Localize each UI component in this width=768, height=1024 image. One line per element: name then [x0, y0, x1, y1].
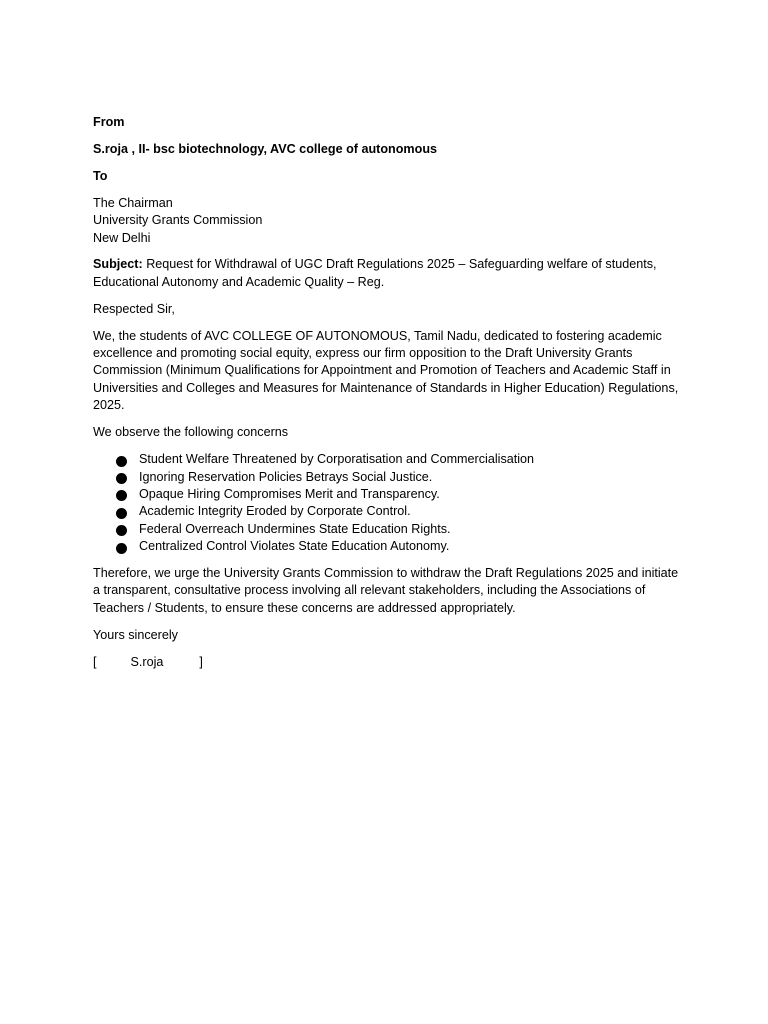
concern-text: Academic Integrity Eroded by Corporate Control.: [139, 504, 411, 519]
list-item: [93, 469, 683, 486]
body-paragraph: We, the students of AVC COLLEGE OF AUTONOMOUS, Tamil Nadu, dedicated to fostering academic excellence and promoting social equity, express our firm opposition to the Draft University Grants Commission (Minimum Qualifications for Appointment and Promotion of Teachers and Academic Staff in Universities and Colleges and Measures for Maintenance of Standards in Higher Education) Regulations, 2025.: [93, 328, 679, 413]
concerns-list: [93, 451, 683, 555]
bullet-icon: [116, 490, 127, 501]
list-item: [93, 451, 683, 468]
salutation: Respected Sir,: [93, 301, 175, 316]
letter-page: [93, 114, 683, 681]
list-item: [93, 503, 683, 520]
signature-line: [93, 654, 683, 671]
concern-text: Ignoring Reservation Policies Betrays Social Justice.: [139, 469, 433, 484]
list-item: [93, 486, 683, 503]
list-item: [93, 538, 683, 555]
signature-open-bracket: [: [93, 654, 97, 669]
to-label: To: [93, 168, 108, 183]
bullet-icon: [116, 456, 127, 467]
concern-text: Federal Overreach Undermines State Education Rights.: [139, 521, 451, 536]
concern-text: Opaque Hiring Compromises Merit and Transparency.: [139, 486, 440, 501]
bullet-icon: [116, 543, 127, 554]
bullet-icon: [116, 473, 127, 484]
signature-close-bracket: ]: [199, 654, 203, 669]
concern-text: Student Welfare Threatened by Corporatisation and Commercialisation: [139, 452, 535, 467]
signature-name: S.roja: [130, 654, 164, 669]
recipient-city: New Delhi: [93, 230, 151, 245]
list-item: [93, 521, 683, 538]
sender-line: S.roja , II- bsc biotechnology, AVC college of autonomous: [93, 141, 438, 156]
concerns-intro: We observe the following concerns: [93, 425, 289, 440]
bullet-icon: [116, 525, 127, 536]
from-label: From: [93, 115, 125, 129]
subject-text: Request for Withdrawal of UGC Draft Regulations 2025 – Safeguarding welfare of students, Educational Autonomy and Academic Quality – Reg.: [93, 257, 657, 289]
subject-line: [93, 256, 683, 291]
recipient-organization: University Grants Commission: [93, 213, 263, 228]
sign-off: Yours sincerely: [93, 627, 178, 642]
recipient-title: The Chairman: [93, 195, 173, 210]
concern-text: Centralized Control Violates State Education Autonomy.: [139, 539, 450, 554]
recipient-address: [93, 195, 683, 247]
bullet-icon: [116, 508, 127, 519]
subject-label: Subject:: [93, 257, 143, 272]
closing-paragraph: Therefore, we urge the University Grants Commission to withdraw the Draft Regulations 2025 and initiate a transparent, consultative process involving all relevant stakeholders, including the Associations of Teachers / Students, to ensure these concerns are addressed appropriately.: [93, 566, 679, 615]
